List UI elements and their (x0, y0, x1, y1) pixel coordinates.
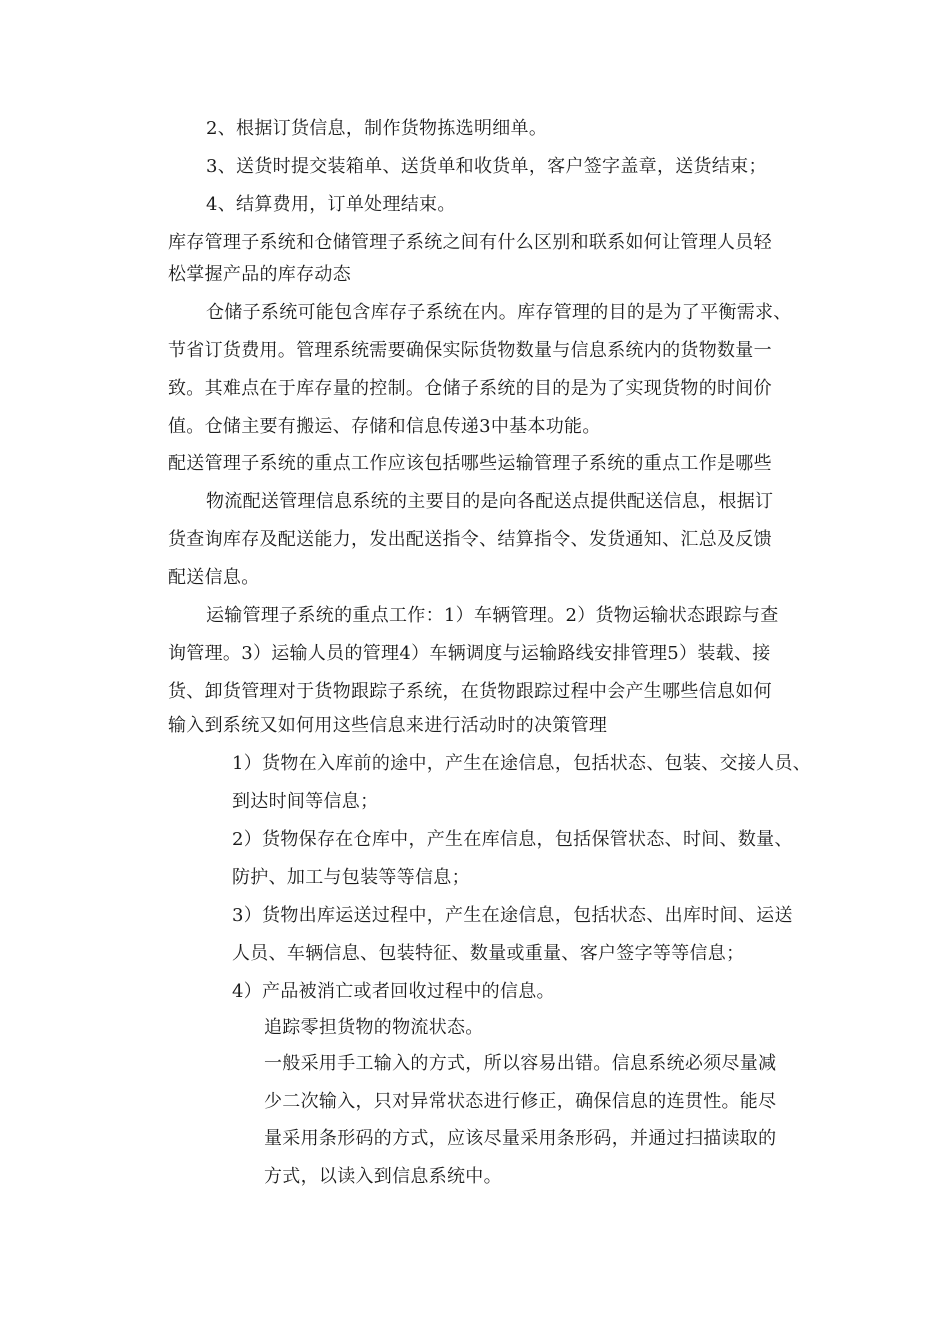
text-line: 量采用条形码的方式，应该尽量采用条形码，并通过扫描读取的 (264, 1128, 777, 1149)
text-line: 货、卸货管理对于货物跟踪子系统，在货物跟踪过程中会产生哪些信息如何 (168, 681, 772, 702)
text-line: 货查询库存及配送能力，发出配送指令、结算指令、发货通知、汇总及反馈 (168, 529, 772, 550)
text-line: 输入到系统又如何用这些信息来进行活动时的决策管理 (168, 715, 608, 736)
text-line: 一般采用手工输入的方式，所以容易出错。信息系统必须尽量减 (264, 1053, 777, 1074)
text-line: 追踪零担货物的物流状态。 (264, 1017, 484, 1038)
question-heading: 配送管理子系统的重点工作应该包括哪些运输管理子系统的重点工作是哪些 (168, 453, 772, 474)
text-line: 3、送货时提交装箱单、送货单和收货单，客户签字盖章，送货结束； (206, 156, 767, 177)
text-line: 物流配送管理信息系统的主要目的是向各配送点提供配送信息，根据订 (206, 491, 774, 512)
list-item: 4）产品被消亡或者回收过程中的信息。 (232, 981, 555, 1002)
text-line: 节省订货费用。管理系统需要确保实际货物数量与信息系统内的货物数量一 (168, 340, 772, 361)
text-line: 4、结算费用，订单处理结束。 (206, 194, 456, 215)
text-line: 方式，以读入到信息系统中。 (264, 1166, 502, 1187)
list-item: 3）货物出库运送过程中，产生在途信息，包括状态、出库时间、运送 (232, 905, 793, 926)
list-item: 1）货物在入库前的途中，产生在途信息，包括状态、包装、交接人员、 (232, 753, 812, 774)
list-item: 到达时间等信息； (232, 791, 379, 812)
list-item: 人员、车辆信息、包装特征、数量或重量、客户签字等等信息； (232, 943, 745, 964)
question-heading: 库存管理子系统和仓储管理子系统之间有什么区别和联系如何让管理人员轻 (168, 232, 772, 253)
text-line: 2、根据订货信息，制作货物拣选明细单。 (206, 118, 548, 139)
list-item: 防护、加工与包装等等信息； (232, 867, 470, 888)
text-line: 值。仓储主要有搬运、存储和信息传递3中基本功能。 (168, 416, 601, 437)
text-line: 配送信息。 (168, 567, 260, 588)
text-line: 少二次输入，只对异常状态进行修正，确保信息的连贯性。能尽 (264, 1091, 777, 1112)
text-line: 仓储子系统可能包含库存子系统在内。库存管理的目的是为了平衡需求、 (206, 302, 792, 323)
list-item: 2）货物保存在仓库中，产生在库信息，包括保管状态、时间、数量、 (232, 829, 793, 850)
question-heading: 松掌握产品的库存动态 (168, 264, 351, 285)
text-line: 运输管理子系统的重点工作：1）车辆管理。2）货物运输状态跟踪与查 (206, 605, 779, 626)
text-line: 询管理。3）运输人员的管理4）车辆调度与运输路线安排管理5）装载、接 (168, 643, 771, 664)
text-line: 致。其难点在于库存量的控制。仓储子系统的目的是为了实现货物的时间价 (168, 378, 772, 399)
